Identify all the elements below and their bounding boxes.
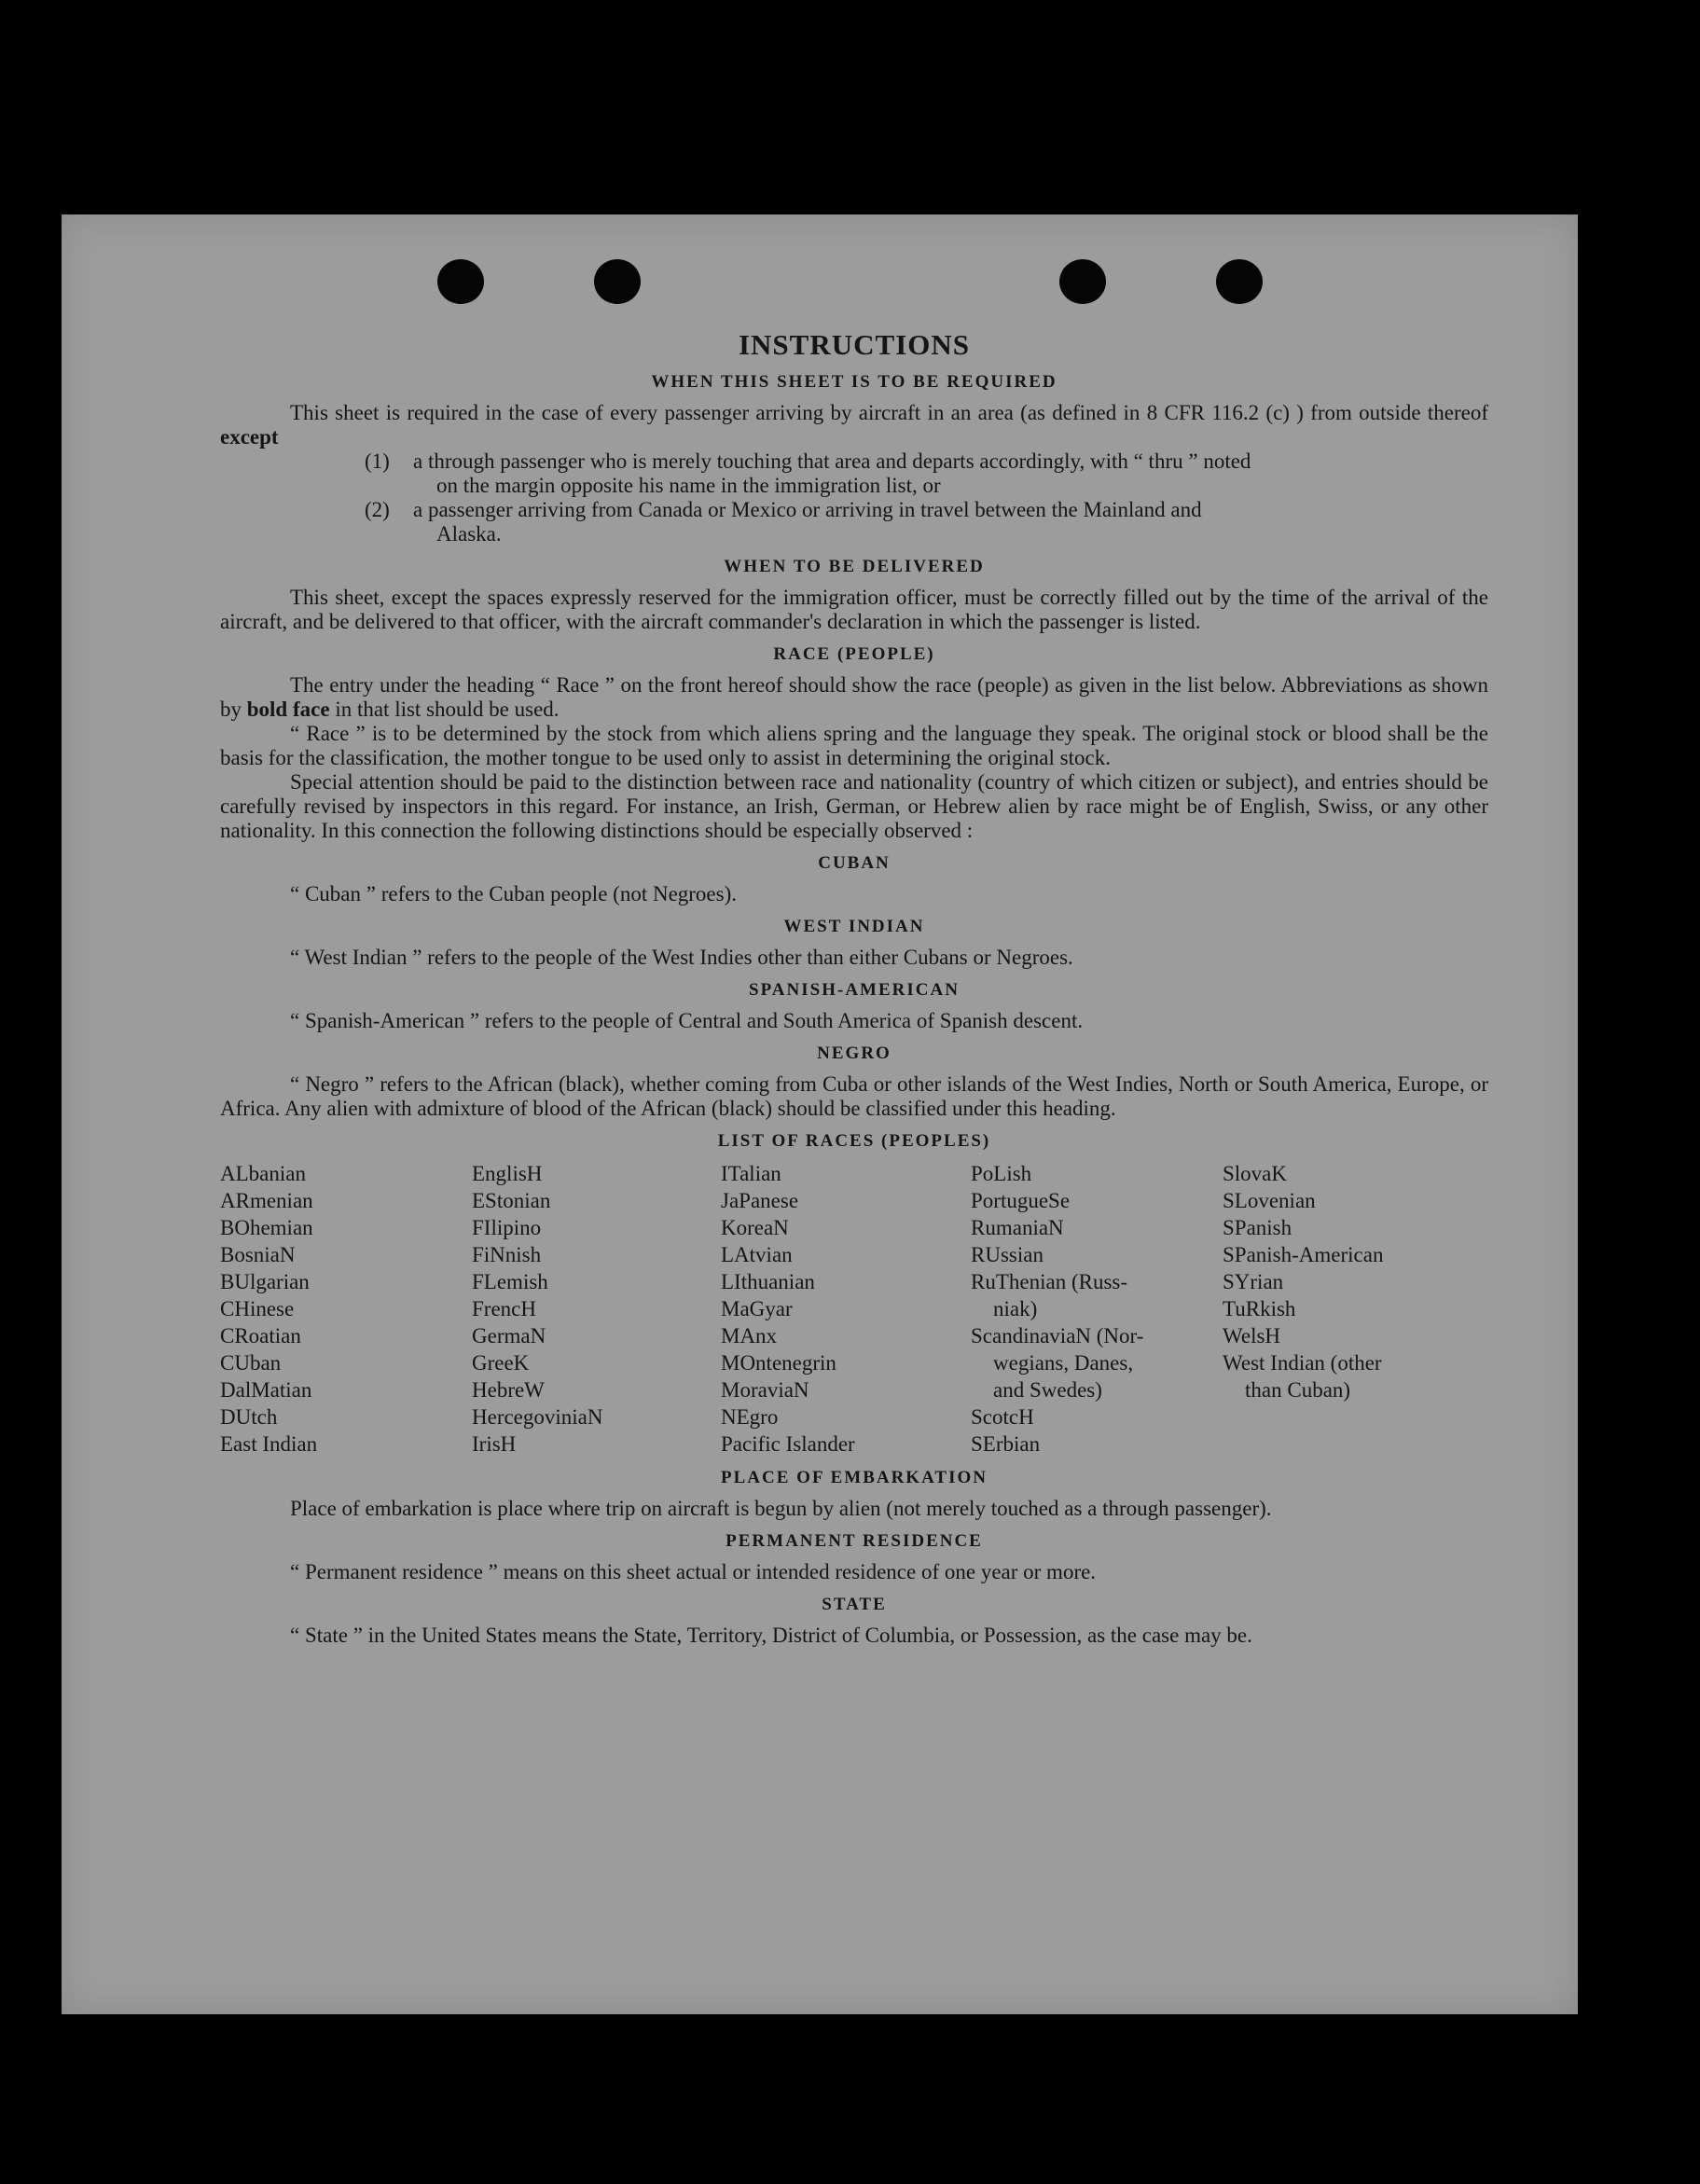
state-text: “ State ” in the United States means the State, Territory, District of Columbia, or Possession, as the case may be.: [290, 1624, 1252, 1647]
required-intro-bold: except: [220, 425, 279, 449]
race-list-item: KoreaN: [721, 1216, 789, 1239]
cuban-text: “ Cuban ” refers to the Cuban people (not Negroes).: [290, 882, 738, 905]
race-list-item: EStonian: [472, 1189, 551, 1212]
race-list-item: ALbanian: [220, 1162, 306, 1185]
document-sheet: [62, 214, 1578, 2014]
race-list-item: HercegoviniaN: [472, 1405, 603, 1429]
race-list-item: SErbian: [971, 1432, 1041, 1456]
race-list-item: SPanish-American: [1223, 1243, 1384, 1266]
race-list-item: IrisH: [472, 1432, 517, 1456]
race-list-item: GermaN: [472, 1324, 546, 1348]
race-list-item: and Swedes): [993, 1378, 1102, 1402]
race-list-item: wegians, Danes,: [993, 1351, 1134, 1375]
race-list-item: than Cuban): [1245, 1378, 1351, 1402]
race-list-item: DUtch: [220, 1405, 278, 1429]
race-list-item: DalMatian: [220, 1378, 312, 1402]
section-heading-negro: NEGRO: [817, 1044, 891, 1063]
embarkation-text: Place of embarkation is place where trip on aircraft is begun by alien (not merely touched as a through passenger).: [290, 1497, 1272, 1520]
race-paragraph-2: “ Race ” is to be determined by the stock from which aliens spring and the language they speak. The original stock or blood shall be the basis for the classification, the mother tongue to be used only to assist in determining the original stock.: [220, 722, 1488, 769]
section-heading-races-list: LIST OF RACES (PEOPLES): [717, 1131, 991, 1151]
race-list-item: MaGyar: [721, 1297, 793, 1320]
race-list-item: ITalian: [721, 1162, 781, 1185]
race-list-item: HebreW: [472, 1378, 545, 1402]
race-list-item: LAtvian: [721, 1243, 793, 1266]
race-list-item: EnglisH: [472, 1162, 543, 1185]
residence-text: “ Permanent residence ” means on this sheet actual or intended residence of one year or more.: [290, 1560, 1097, 1583]
section-heading-state: STATE: [822, 1595, 887, 1614]
race-list-item: West Indian (other: [1223, 1351, 1382, 1375]
race-list-item: FLemish: [472, 1270, 548, 1293]
section-heading-required: WHEN THIS SHEET IS TO BE REQUIRED: [651, 372, 1057, 392]
race-list-item: SPanish: [1223, 1216, 1292, 1239]
required-item-2: (2) a passenger arriving from Canada or Mexico or arriving in travel between the Mainland and Alaska.: [365, 498, 1202, 546]
race-list-item: RumaniaN: [971, 1216, 1064, 1239]
section-heading-race: RACE (PEOPLE): [773, 644, 935, 664]
races-column: [472, 1160, 721, 1458]
race-list-item: ScandinaviaN (Nor-: [971, 1324, 1144, 1348]
race-list-item: TuRkish: [1223, 1297, 1296, 1320]
race-list-item: PoLish: [971, 1162, 1032, 1185]
section-heading-cuban: CUBAN: [818, 853, 891, 873]
race-list-item: CRoatian: [220, 1324, 301, 1348]
race-list-item: Pacific Islander: [721, 1432, 855, 1456]
spanish-american-text: “ Spanish-American ” refers to the people of Central and South America of Spanish descent.: [290, 1009, 1084, 1032]
race-list-item: MOntenegrin: [721, 1351, 836, 1375]
race-list-item: ARmenian: [220, 1189, 313, 1212]
required-intro: This sheet is required in the case of every passenger arriving by aircraft in an area (as defined in 8 CFR 116.2 (c) ) from outside thereof except: [220, 401, 1488, 449]
section-heading-residence: PERMANENT RESIDENCE: [726, 1531, 983, 1551]
race-list-item: MoraviaN: [721, 1378, 809, 1402]
race-list-item: FiNnish: [472, 1243, 542, 1266]
required-item-1: (1) a through passenger who is merely touching that area and departs accordingly, with “ thru ” noted on the margin opposite his name in the immigration list, or: [365, 449, 1251, 497]
race-list-item: BosniaN: [220, 1243, 296, 1266]
race-list-item: MAnx: [721, 1324, 778, 1348]
race-list-item: SLovenian: [1223, 1189, 1316, 1212]
punch-hole: [437, 259, 484, 304]
race-paragraph-1: The entry under the heading “ Race ” on the front hereof should show the race (people) as given in the list below. Abbreviations as shown by bold face in that list should be used.: [220, 673, 1488, 721]
section-heading-spanish-american: SPANISH-AMERICAN: [749, 980, 960, 1000]
race-list-item: WelsH: [1223, 1324, 1281, 1348]
delivered-text: This sheet, except the spaces expressly reserved for the immigration officer, must be correctly filled out by the time of the arrival of the aircraft, and be delivered to that officer, with the aircraft commander's declaration in which the passenger is listed.: [220, 586, 1488, 633]
race-list-item: CHinese: [220, 1297, 295, 1320]
race-list-item: FIlipino: [472, 1216, 542, 1239]
instructions-content: [220, 328, 1488, 1648]
races-column: [1223, 1160, 1488, 1458]
race-list-item: GreeK: [472, 1351, 530, 1375]
page-title: INSTRUCTIONS: [738, 328, 970, 361]
race-list-item: CUban: [220, 1351, 282, 1375]
races-column: [721, 1160, 971, 1458]
punch-hole: [1216, 259, 1263, 304]
race-list-item: East Indian: [220, 1432, 318, 1456]
west-indian-text: “ West Indian ” refers to the people of the West Indies other than either Cubans or Negroes.: [290, 946, 1073, 969]
race-list-item: niak): [993, 1297, 1038, 1320]
section-heading-delivered: WHEN TO BE DELIVERED: [724, 557, 985, 576]
race-list-item: PortugueSe: [971, 1189, 1071, 1212]
punch-hole: [1059, 259, 1106, 304]
race-list-item: RuThenian (Russ-: [971, 1270, 1128, 1293]
race-list-item: SYrian: [1223, 1270, 1284, 1293]
races-column: [220, 1160, 472, 1458]
race-list-item: SlovaK: [1223, 1162, 1287, 1185]
race-list-item: RUssian: [971, 1243, 1043, 1266]
race-list-item: NEgro: [721, 1405, 779, 1429]
race-paragraph-3: Special attention should be paid to the distinction between race and nationality (country of which citizen or subject), and entries should be carefully revised by inspectors in this regard. For instance, an Irish, German, or Hebrew alien by race might be of English, Swiss, or any other nationality. In this connection the following distinctions should be especially observed :: [220, 770, 1488, 842]
race-list-item: BOhemian: [220, 1216, 313, 1239]
punch-hole: [594, 259, 641, 304]
section-heading-embarkation: PLACE OF EMBARKATION: [721, 1468, 988, 1487]
section-heading-west-indian: WEST INDIAN: [783, 917, 925, 936]
race-list-item: BUlgarian: [220, 1270, 310, 1293]
race-list-item: FrencH: [472, 1297, 536, 1320]
races-column: [971, 1160, 1223, 1458]
negro-text: “ Negro ” refers to the African (black), whether coming from Cuba or other islands of the West Indies, North or South America, Europe, or Africa. Any alien with admixture of blood of the African (black) should be classified under this heading.: [220, 1072, 1488, 1120]
race-list-item: ScotcH: [971, 1405, 1034, 1429]
race-list-item: LIthuanian: [721, 1270, 815, 1293]
races-list: [220, 1160, 1488, 1458]
race-list-item: JaPanese: [721, 1189, 799, 1212]
